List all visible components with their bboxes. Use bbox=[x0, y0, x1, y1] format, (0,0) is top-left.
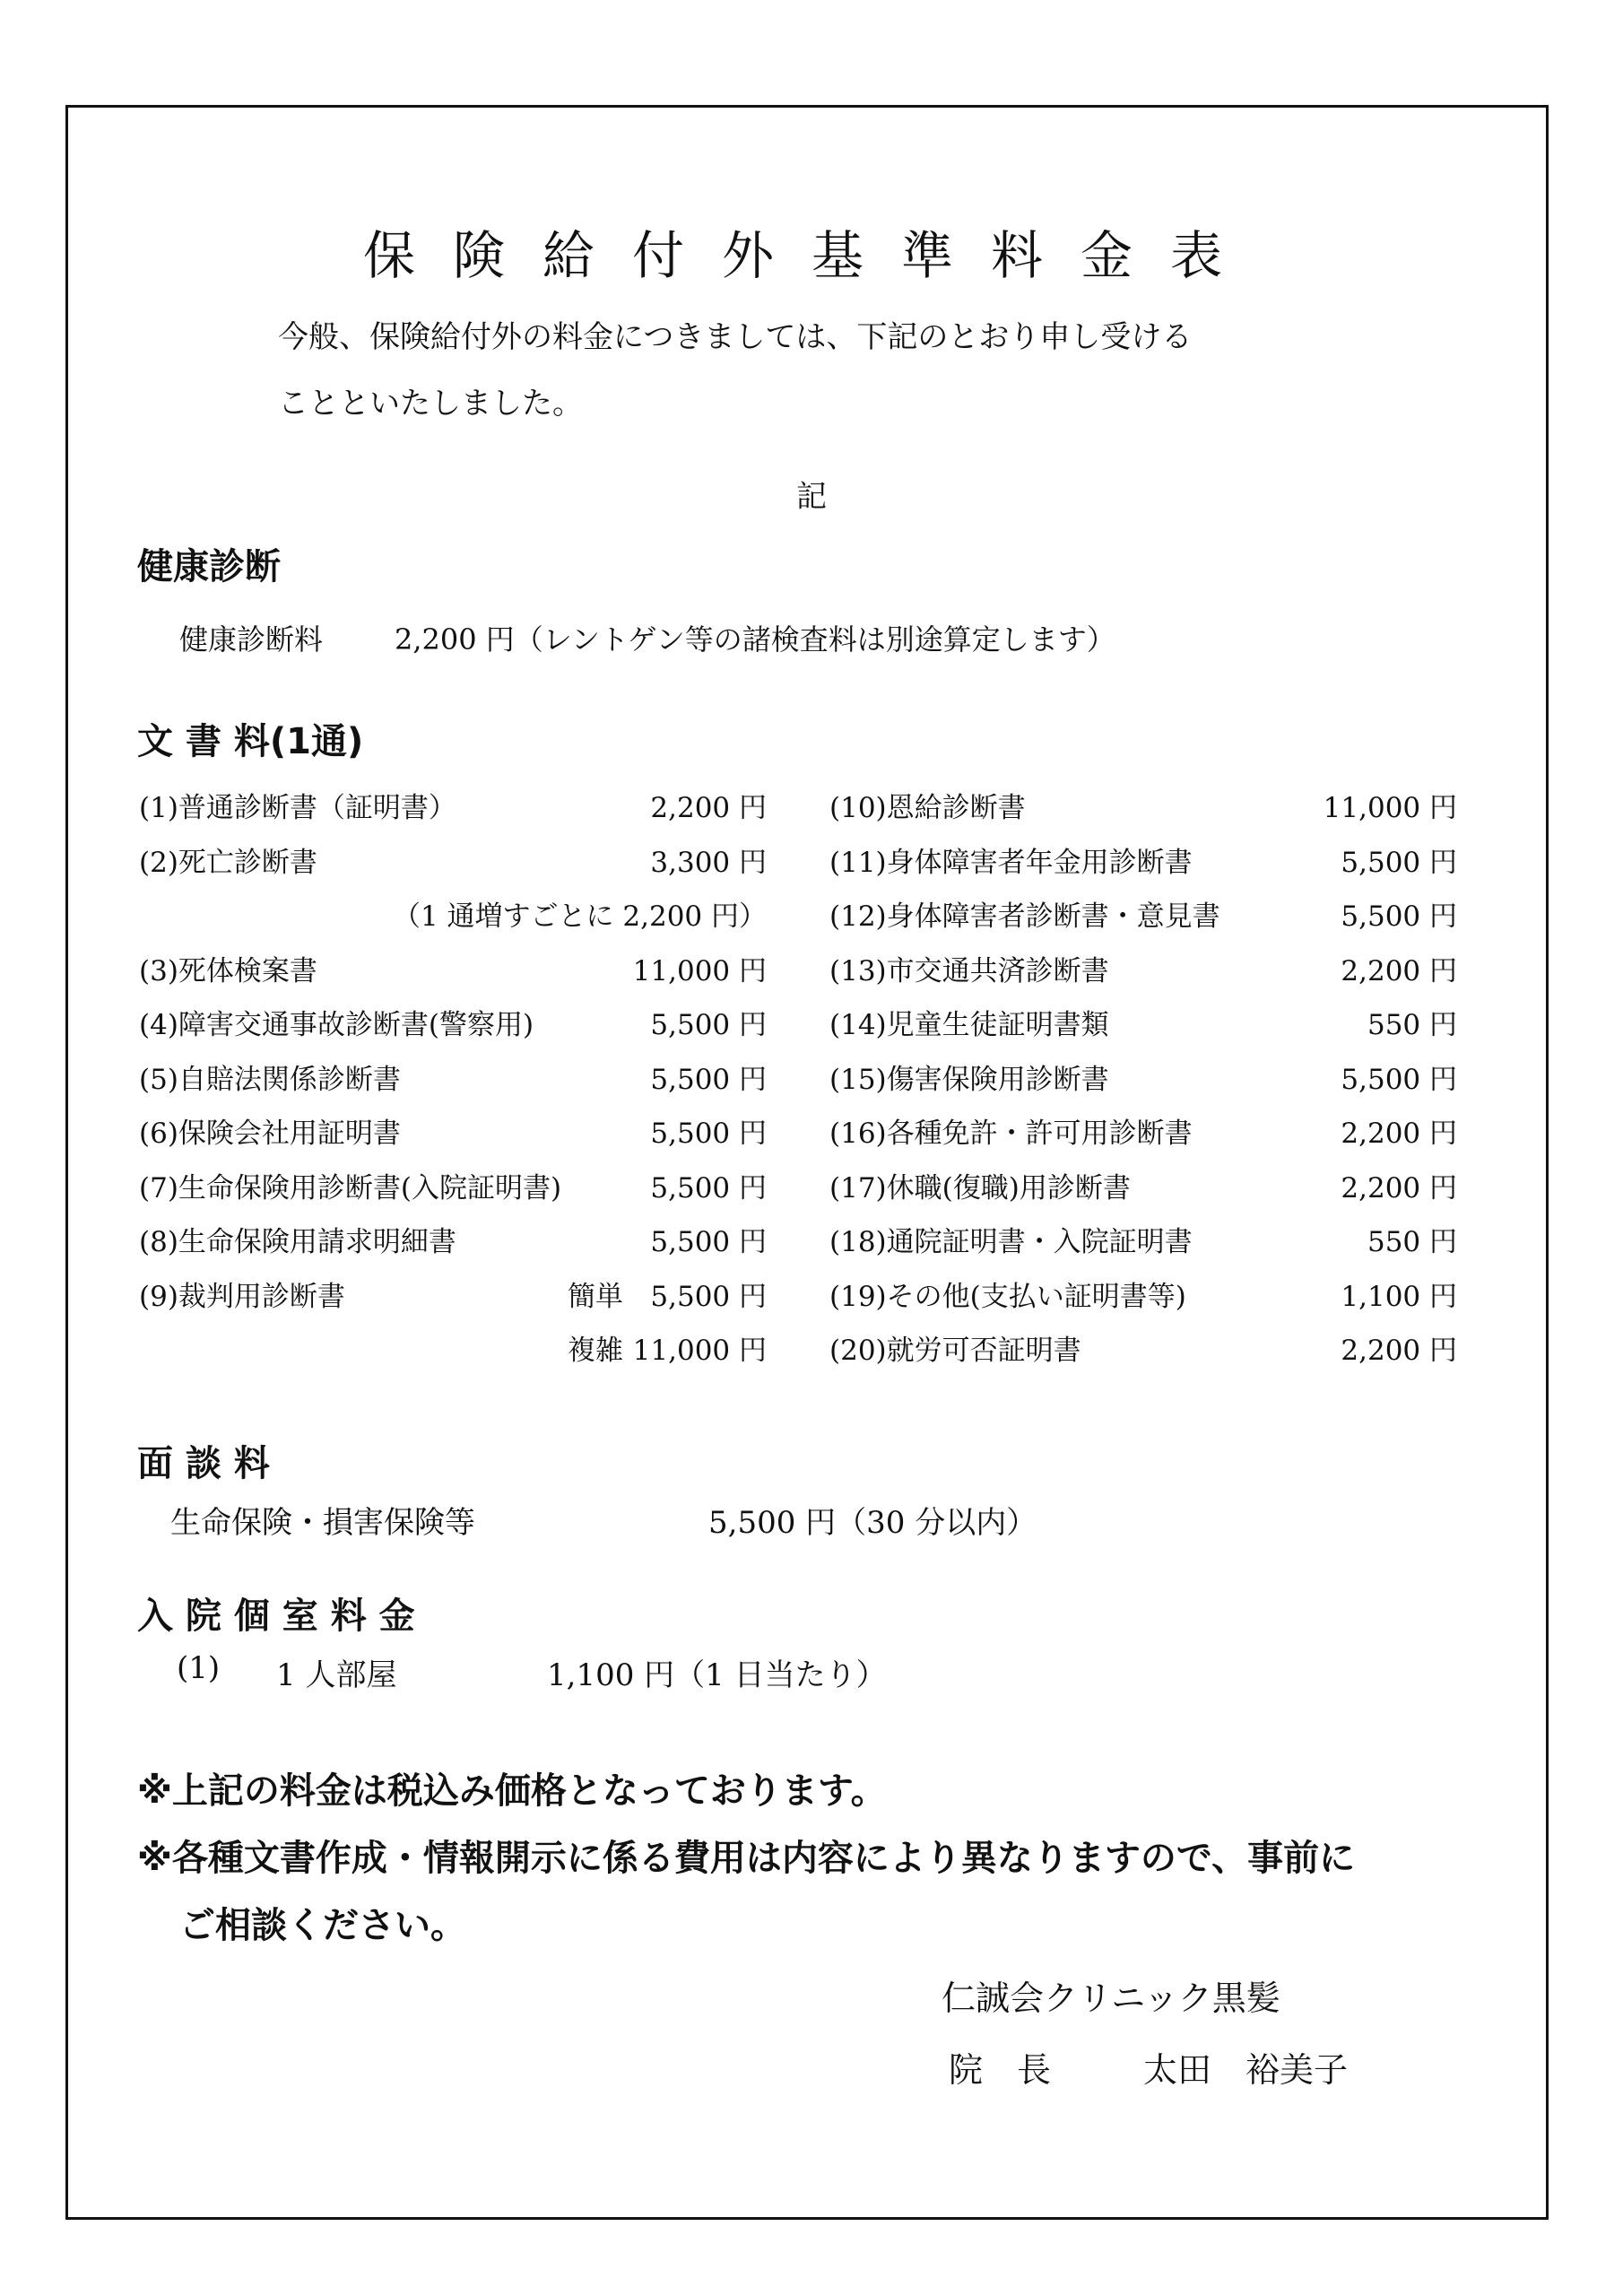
doc-right-row bbox=[829, 1327, 1457, 1367]
interview-label: 生命保険・損害保険等 bbox=[170, 1505, 475, 1541]
note-tax-included: ※上記の料金は税込み価格となっております。 bbox=[137, 1770, 887, 1812]
doc-right-row bbox=[829, 785, 1457, 824]
doc-right-row bbox=[829, 948, 1457, 987]
doc-left-price: 5,500 円 bbox=[650, 1064, 767, 1096]
doc-right-price: 550 円 bbox=[1367, 1009, 1457, 1041]
doc-left-row bbox=[139, 1002, 767, 1041]
doc-left-row bbox=[139, 839, 767, 879]
doc-right-price: 550 円 bbox=[1367, 1226, 1457, 1258]
interview-heading: 面 談 料 bbox=[137, 1443, 270, 1484]
intro-line-2: ことといたしました。 bbox=[278, 386, 583, 422]
doc-right-price: 2,200 円 bbox=[1341, 1172, 1457, 1205]
doc-right-price: 2,200 円 bbox=[1341, 1118, 1457, 1150]
doc-left-label: (4)障害交通事故診断書(警察用) bbox=[139, 1009, 534, 1041]
doc-left-row bbox=[139, 1110, 767, 1150]
doc-left-row bbox=[139, 1274, 767, 1313]
doc-right-row bbox=[829, 839, 1457, 879]
doc-left-label: (6)保険会社用証明書 bbox=[139, 1118, 401, 1150]
interview-value: 5,500 円（30 分以内） bbox=[708, 1505, 1037, 1541]
doc-left-price: 3,300 円 bbox=[650, 847, 767, 879]
doc-left-row bbox=[139, 893, 767, 933]
doc-right-price: 2,200 円 bbox=[1341, 955, 1457, 987]
doc-left-sub-label: 複雑 bbox=[568, 1335, 623, 1367]
clinic-name: 仁誠会クリニック黒髪 bbox=[942, 1979, 1280, 2018]
doc-left-row bbox=[139, 1327, 767, 1367]
doc-right-price: 1,100 円 bbox=[1341, 1281, 1457, 1313]
doc-right-label: (13)市交通共済診断書 bbox=[829, 955, 1109, 987]
doc-left-label: (5)自賠法関係診断書 bbox=[139, 1064, 401, 1096]
doc-right-row bbox=[829, 1057, 1457, 1096]
director-title: 院 長 bbox=[949, 2050, 1052, 2090]
ki-mark: 記 bbox=[796, 479, 827, 515]
doc-left-label: (8)生命保険用請求明細書 bbox=[139, 1226, 456, 1258]
doc-right-row bbox=[829, 1002, 1457, 1041]
doc-right-label: (19)その他(支払い証明書等) bbox=[829, 1281, 1186, 1313]
doc-right-row bbox=[829, 1110, 1457, 1150]
doc-left-price: 11,000 円 bbox=[632, 955, 767, 987]
room-value: 1,100 円（1 日当たり） bbox=[547, 1657, 887, 1693]
room-label: 1 人部屋 bbox=[276, 1657, 397, 1693]
doc-left-label: (7)生命保険用診断書(入院証明書) bbox=[139, 1172, 562, 1205]
doc-left-row bbox=[139, 1057, 767, 1096]
doc-left-label: (9)裁判用診断書 bbox=[139, 1281, 345, 1313]
doc-right-price: 11,000 円 bbox=[1323, 792, 1457, 824]
room-number: (1) bbox=[177, 1650, 221, 1686]
doc-left-note: （1 通増すごとに 2,200 円） bbox=[392, 900, 767, 933]
doc-right-price: 5,500 円 bbox=[1341, 847, 1457, 879]
doc-right-price: 5,500 円 bbox=[1341, 900, 1457, 933]
doc-left-label: (2)死亡診断書 bbox=[139, 847, 317, 879]
director-name: 太田 裕美子 bbox=[1143, 2050, 1349, 2090]
doc-right-label: (18)通院証明書・入院証明書 bbox=[829, 1226, 1193, 1258]
doc-left-row bbox=[139, 948, 767, 987]
doc-left-row bbox=[139, 785, 767, 824]
intro-line-1: 今般、保険給付外の料金につきましては、下記のとおり申し受ける bbox=[278, 319, 1193, 355]
doc-right-price: 5,500 円 bbox=[1341, 1064, 1457, 1096]
note-fees-vary: ※各種文書作成・情報開示に係る費用は内容により異なりますので、事前に bbox=[137, 1838, 1356, 1879]
doc-right-label: (10)恩給診断書 bbox=[829, 792, 1026, 824]
doc-right-price: 2,200 円 bbox=[1341, 1335, 1457, 1367]
doc-right-label: (16)各種免許・許可用診断書 bbox=[829, 1118, 1193, 1150]
doc-left-price: 5,500 円 bbox=[650, 1118, 767, 1150]
doc-right-label: (11)身体障害者年金用診断書 bbox=[829, 847, 1193, 879]
health-check-heading: 健康診断 bbox=[137, 546, 281, 587]
doc-left-label: (3)死体検案書 bbox=[139, 955, 317, 987]
doc-right-label: (12)身体障害者診断書・意見書 bbox=[829, 900, 1220, 933]
health-check-value: 2,200 円（レントゲン等の諸検査料は別途算定します） bbox=[395, 622, 1115, 657]
doc-right-row bbox=[829, 1274, 1457, 1313]
doc-right-label: (17)休職(復職)用診断書 bbox=[829, 1172, 1131, 1205]
doc-left-price: 5,500 円 bbox=[650, 1281, 767, 1313]
doc-left-price: 2,200 円 bbox=[650, 792, 767, 824]
note-consult: ご相談ください。 bbox=[179, 1905, 466, 1946]
doc-right-label: (15)傷害保険用診断書 bbox=[829, 1064, 1109, 1096]
doc-right-label: (14)児童生徒証明書類 bbox=[829, 1009, 1109, 1041]
doc-left-price: 11,000 円 bbox=[632, 1335, 767, 1367]
health-check-label: 健康診断料 bbox=[179, 622, 324, 657]
doc-right-row bbox=[829, 1165, 1457, 1205]
doc-left-price: 5,500 円 bbox=[650, 1226, 767, 1258]
doc-left-label: (1)普通診断書（証明書） bbox=[139, 792, 456, 824]
room-heading: 入 院 個 室 料 金 bbox=[137, 1596, 415, 1637]
doc-left-price: 5,500 円 bbox=[650, 1172, 767, 1205]
doc-left-row bbox=[139, 1165, 767, 1205]
doc-left-price: 5,500 円 bbox=[650, 1009, 767, 1041]
doc-right-label: (20)就労可否証明書 bbox=[829, 1335, 1081, 1367]
doc-right-row bbox=[829, 893, 1457, 933]
doc-left-row bbox=[139, 1219, 767, 1258]
doc-right-row bbox=[829, 1219, 1457, 1258]
page-title: 保険給付外基準料金表 bbox=[362, 225, 1260, 286]
doc-left-sub-label: 簡単 bbox=[568, 1281, 623, 1313]
documents-heading: 文 書 料(1通) bbox=[137, 721, 364, 762]
